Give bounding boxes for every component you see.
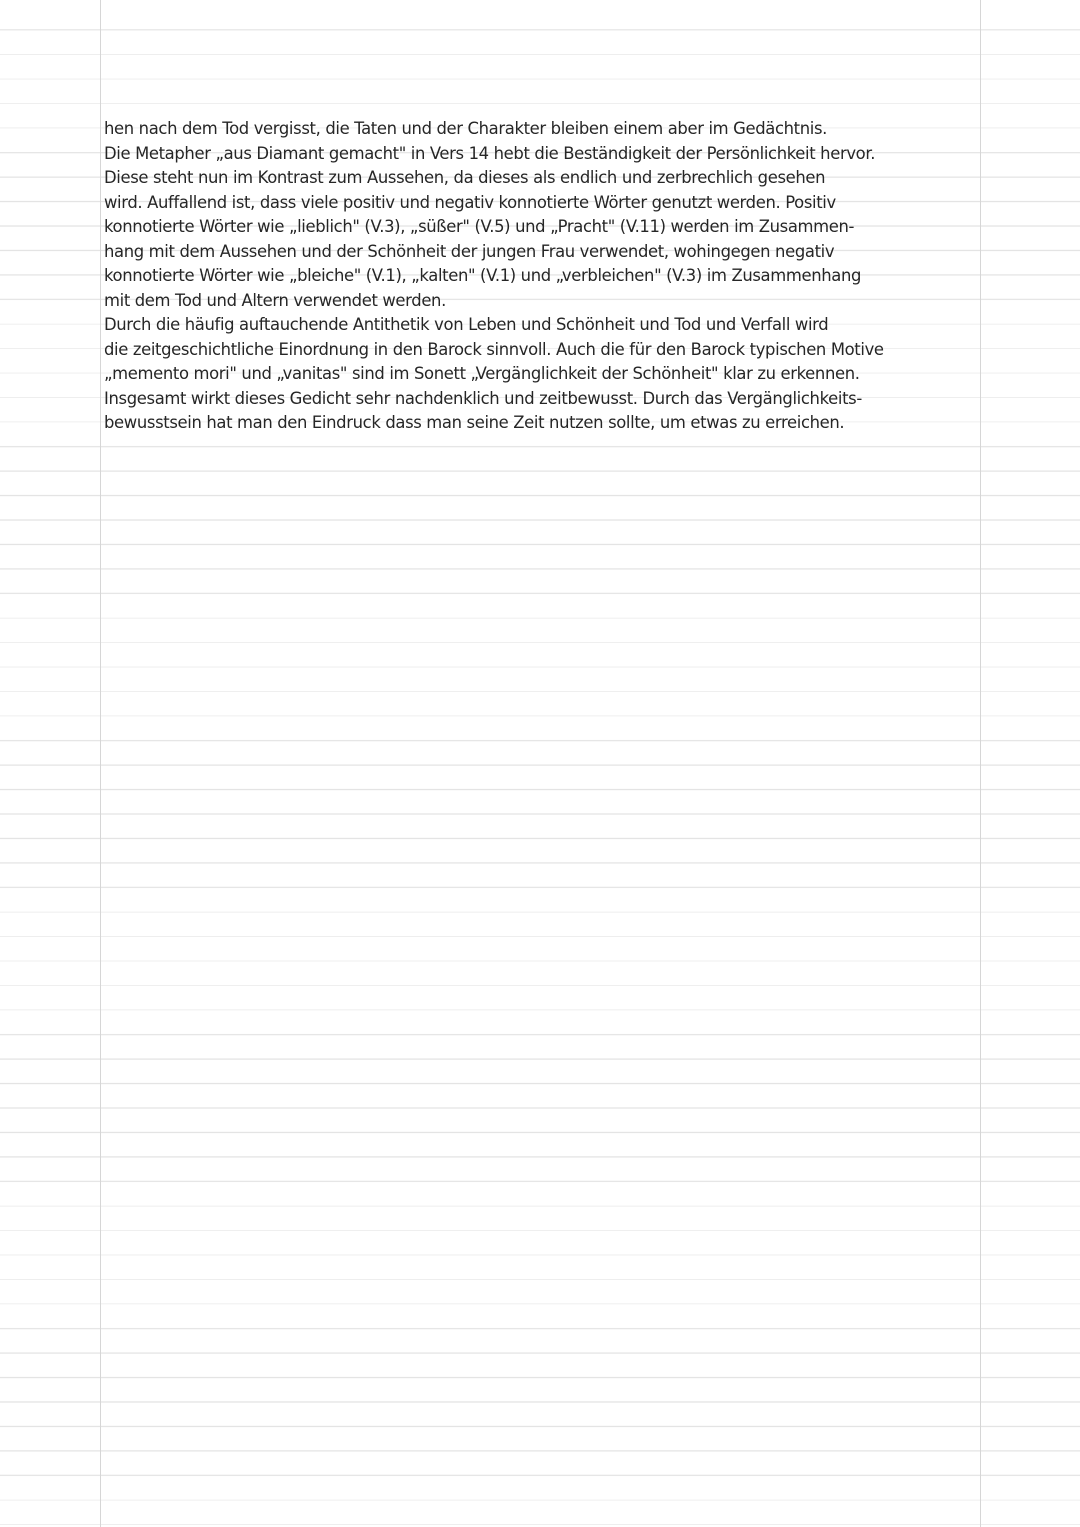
text-line: Die Metapher „aus Diamant gemacht" in Vers 14 hebt die Beständigkeit der Persönlichkeit hervor.: [104, 143, 876, 163]
text-line: Durch die häufig auftauchende Antithetik von Leben und Schönheit und Tod und Verfall wird: [104, 315, 829, 334]
text-line: Insgesamt wirkt dieses Gedicht sehr nachdenklich und zeitbewusst. Durch das Vergänglichkeits-: [104, 388, 862, 408]
text-line: mit dem Tod und Altern verwendet werden.: [104, 290, 446, 310]
text-line: wird. Auffallend ist, dass viele positiv und negativ konnotierte Wörter genutzt werden. Positiv: [104, 192, 836, 212]
text-line: Diese steht nun im Kontrast zum Aussehen, da dieses als endlich und zerbrechlich gesehen: [104, 168, 826, 187]
text-line: konnotierte Wörter wie „bleiche" (V.1), „kalten" (V.1) und „verbleichen" (V.3) im Zusammenhang: [104, 266, 862, 285]
left-margin-line: [100, 0, 101, 1527]
text-line: die zeitgeschichtliche Einordnung in den Barock sinnvoll. Auch die für den Barock typischen Motive: [104, 339, 884, 359]
text-line: konnotierte Wörter wie „lieblich" (V.3), „süßer" (V.5) und „Pracht" (V.11) werden im Zusammen-: [104, 217, 855, 236]
text-line: bewusstsein hat man den Eindruck dass man seine Zeit nutzen sollte, um etwas zu erreichen.: [104, 413, 845, 432]
text-line: hen nach dem Tod vergisst, die Taten und der Charakter bleiben einem aber im Gedächtnis.: [104, 119, 828, 138]
handwritten-text-block: [104, 117, 984, 436]
text-line: „memento mori" und „vanitas" sind im Sonett „Vergänglichkeit der Schönheit" klar zu erkennen.: [104, 364, 860, 383]
text-line: hang mit dem Aussehen und der Schönheit der jungen Frau verwendet, wohingegen negativ: [104, 241, 835, 261]
